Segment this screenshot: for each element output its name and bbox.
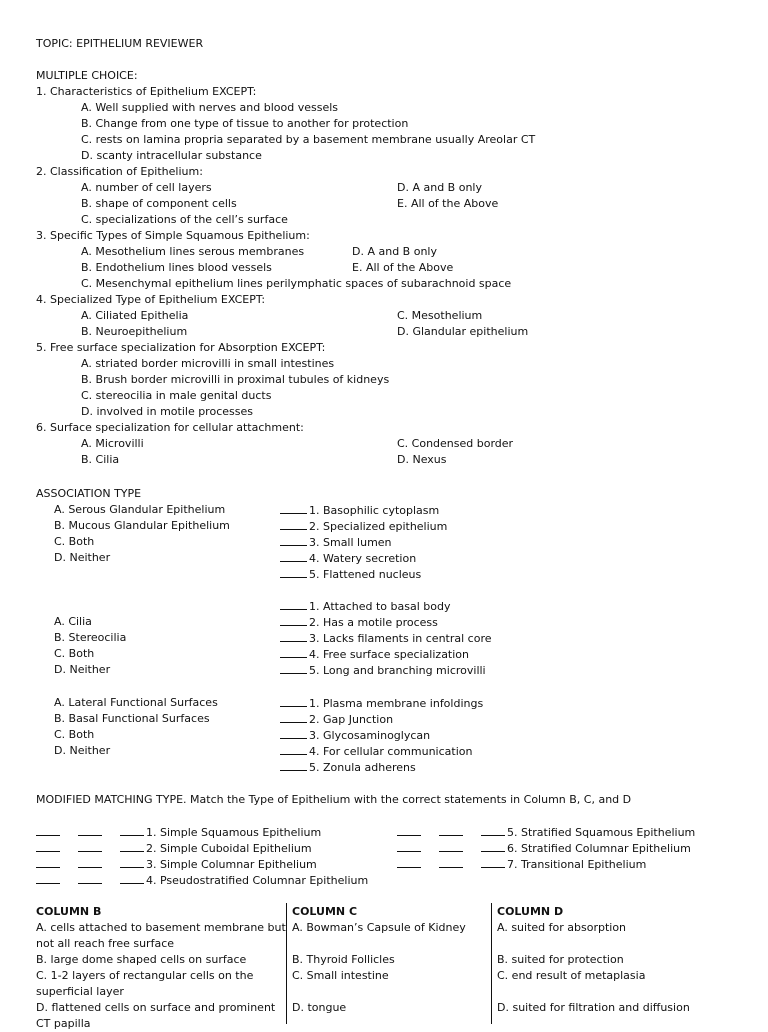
answer-blank[interactable]: [120, 840, 144, 852]
assoc-2-choice-b: B. Stereocilia: [54, 631, 127, 644]
assoc-3-choice-a: A. Lateral Functional Surfaces: [54, 696, 218, 709]
answer-blank[interactable]: [439, 856, 463, 868]
answer-blank[interactable]: [120, 872, 144, 884]
column-c-line: A. Bowman’s Capsule of Kidney: [292, 921, 466, 934]
answer-blank[interactable]: [36, 824, 60, 836]
question-3-option-d: D. A and B only: [352, 245, 437, 258]
question-6-option-c: C. Condensed border: [397, 437, 514, 450]
matching-row: 4. Pseudostratified Columnar Epithelium: [36, 872, 368, 889]
assoc-2-choice-d: D. Neither: [54, 663, 111, 676]
answer-blank[interactable]: [280, 727, 307, 739]
answer-blank[interactable]: [280, 695, 307, 707]
answer-blank[interactable]: [481, 856, 505, 868]
answer-blank[interactable]: [280, 550, 307, 562]
assoc-2-choice-a: A. Cilia: [54, 615, 92, 628]
answer-blank[interactable]: [280, 614, 307, 626]
answer-blank[interactable]: [280, 518, 307, 530]
question-1-option-d: D. scanty intracellular substance: [81, 149, 262, 162]
assoc-3-item: 4. For cellular communication: [280, 743, 472, 760]
question-1-option-b: B. Change from one type of tissue to another for protection: [81, 117, 409, 130]
answer-blank[interactable]: [78, 840, 102, 852]
question-4-option-b: B. Neuroepithelium: [81, 325, 188, 338]
question-4-stem: 4. Specialized Type of Epithelium EXCEPT:: [36, 293, 266, 306]
column-d-line: B. suited for protection: [497, 953, 624, 966]
column-c-line: C. Small intestine: [292, 969, 389, 982]
column-d-line: C. end result of metaplasia: [497, 969, 646, 982]
association-heading: ASSOCIATION TYPE: [36, 487, 142, 500]
answer-blank[interactable]: [78, 872, 102, 884]
answer-blank[interactable]: [280, 598, 307, 610]
question-2-option-c: C. specializations of the cell’s surface: [81, 213, 288, 226]
question-6-stem: 6. Surface specialization for cellular attachment:: [36, 421, 304, 434]
answer-blank[interactable]: [280, 630, 307, 642]
assoc-2-item: 4. Free surface specialization: [280, 646, 469, 663]
question-2-stem: 2. Classification of Epithelium:: [36, 165, 203, 178]
answer-blank[interactable]: [397, 856, 421, 868]
question-3-option-a: A. Mesothelium lines serous membranes: [81, 245, 305, 258]
answer-blank[interactable]: [280, 759, 307, 771]
answer-blank[interactable]: [280, 743, 307, 755]
assoc-1-choice-a: A. Serous Glandular Epithelium: [54, 503, 226, 516]
answer-blank[interactable]: [280, 646, 307, 658]
question-1-stem: 1. Characteristics of Epithelium EXCEPT:: [36, 85, 257, 98]
assoc-3-choice-b: B. Basal Functional Surfaces: [54, 712, 210, 725]
answer-blank[interactable]: [280, 566, 307, 578]
question-6-option-a: A. Microvilli: [81, 437, 144, 450]
matching-row: 2. Simple Cuboidal Epithelium: [36, 840, 312, 857]
question-2-option-e: E. All of the Above: [397, 197, 499, 210]
assoc-2-choice-c: C. Both: [54, 647, 95, 660]
assoc-2-item: 5. Long and branching microvilli: [280, 662, 486, 679]
answer-blank[interactable]: [36, 840, 60, 852]
question-4-option-c: C. Mesothelium: [397, 309, 483, 322]
answer-blank[interactable]: [397, 840, 421, 852]
assoc-3-item: 2. Gap Junction: [280, 711, 393, 728]
assoc-1-item: 1. Basophilic cytoplasm: [280, 502, 439, 519]
question-5-stem: 5. Free surface specialization for Absorption EXCEPT:: [36, 341, 326, 354]
assoc-3-choice-c: C. Both: [54, 728, 95, 741]
column-divider: [491, 903, 492, 1024]
question-5-option-d: D. involved in motile processes: [81, 405, 253, 418]
matching-row: 6. Stratified Columnar Epithelium: [397, 840, 691, 857]
question-2-option-b: B. shape of component cells: [81, 197, 237, 210]
question-6-option-d: D. Nexus: [397, 453, 447, 466]
column-divider: [286, 903, 287, 1024]
column-b-line: B. large dome shaped cells on surface: [36, 953, 247, 966]
question-1-option-a: A. Well supplied with nerves and blood vessels: [81, 101, 339, 114]
question-4-option-a: A. Ciliated Epithelia: [81, 309, 189, 322]
question-3-option-b: B. Endothelium lines blood vessels: [81, 261, 272, 274]
assoc-2-item: 2. Has a motile process: [280, 614, 438, 631]
answer-blank[interactable]: [36, 856, 60, 868]
assoc-3-item: 1. Plasma membrane infoldings: [280, 695, 483, 712]
question-1-option-c: C. rests on lamina propria separated by a basement membrane usually Areolar CT: [81, 133, 536, 146]
answer-blank[interactable]: [78, 824, 102, 836]
answer-blank[interactable]: [439, 824, 463, 836]
assoc-3-choice-d: D. Neither: [54, 744, 111, 757]
answer-blank[interactable]: [481, 824, 505, 836]
question-5-option-a: A. striated border microvilli in small intestines: [81, 357, 335, 370]
multiple-choice-heading: MULTIPLE CHOICE:: [36, 69, 138, 82]
question-3-option-e: E. All of the Above: [352, 261, 454, 274]
question-2-option-a: A. number of cell layers: [81, 181, 212, 194]
assoc-2-item: 3. Lacks filaments in central core: [280, 630, 492, 647]
column-b-line: D. flattened cells on surface and prominent: [36, 1001, 276, 1014]
answer-blank[interactable]: [120, 824, 144, 836]
assoc-1-item: 5. Flattened nucleus: [280, 566, 421, 583]
column-b-line: superficial layer: [36, 985, 124, 998]
answer-blank[interactable]: [280, 534, 307, 546]
assoc-1-item: 4. Watery secretion: [280, 550, 416, 567]
answer-blank[interactable]: [280, 502, 307, 514]
matching-row: 5. Stratified Squamous Epithelium: [397, 824, 695, 841]
assoc-1-choice-c: C. Both: [54, 535, 95, 548]
matching-row: 3. Simple Columnar Epithelium: [36, 856, 317, 873]
answer-blank[interactable]: [120, 856, 144, 868]
matching-heading: MODIFIED MATCHING TYPE. Match the Type of Epithelium with the correct statements in Column B, C, and D: [36, 793, 632, 806]
question-2-option-d: D. A and B only: [397, 181, 482, 194]
column-d-line: D. suited for filtration and diffusion: [497, 1001, 690, 1014]
column-b-heading: COLUMN B: [36, 905, 102, 918]
column-c-line: D. tongue: [292, 1001, 347, 1014]
assoc-1-choice-b: B. Mucous Glandular Epithelium: [54, 519, 230, 532]
assoc-2-item: 1. Attached to basal body: [280, 598, 450, 615]
answer-blank[interactable]: [78, 856, 102, 868]
column-d-line: A. suited for absorption: [497, 921, 627, 934]
assoc-1-item: 3. Small lumen: [280, 534, 392, 551]
question-3-stem: 3. Specific Types of Simple Squamous Epithelium:: [36, 229, 310, 242]
question-5-option-c: C. stereocilia in male genital ducts: [81, 389, 272, 402]
column-b-line: CT papilla: [36, 1017, 91, 1030]
column-c-line: B. Thyroid Follicles: [292, 953, 395, 966]
column-c-heading: COLUMN C: [292, 905, 358, 918]
question-4-option-d: D. Glandular epithelium: [397, 325, 529, 338]
matching-row: 7. Transitional Epithelium: [397, 856, 646, 873]
assoc-1-choice-d: D. Neither: [54, 551, 111, 564]
column-b-line: C. 1-2 layers of rectangular cells on the: [36, 969, 254, 982]
answer-blank[interactable]: [280, 711, 307, 723]
column-d-heading: COLUMN D: [497, 905, 564, 918]
document-title: TOPIC: EPITHELIUM REVIEWER: [36, 37, 204, 50]
assoc-3-item: 5. Zonula adherens: [280, 759, 416, 776]
assoc-3-item: 3. Glycosaminoglycan: [280, 727, 430, 744]
answer-blank[interactable]: [439, 840, 463, 852]
column-b-line: A. cells attached to basement membrane but: [36, 921, 286, 934]
assoc-1-item: 2. Specialized epithelium: [280, 518, 447, 535]
answer-blank[interactable]: [280, 662, 307, 674]
question-6-option-b: B. Cilia: [81, 453, 120, 466]
answer-blank[interactable]: [481, 840, 505, 852]
matching-row: 1. Simple Squamous Epithelium: [36, 824, 321, 841]
answer-blank[interactable]: [397, 824, 421, 836]
column-b-line: not all reach free surface: [36, 937, 175, 950]
question-3-option-c: C. Mesenchymal epithelium lines perilymphatic spaces of subarachnoid space: [81, 277, 512, 290]
answer-blank[interactable]: [36, 872, 60, 884]
question-5-option-b: B. Brush border microvilli in proximal tubules of kidneys: [81, 373, 390, 386]
